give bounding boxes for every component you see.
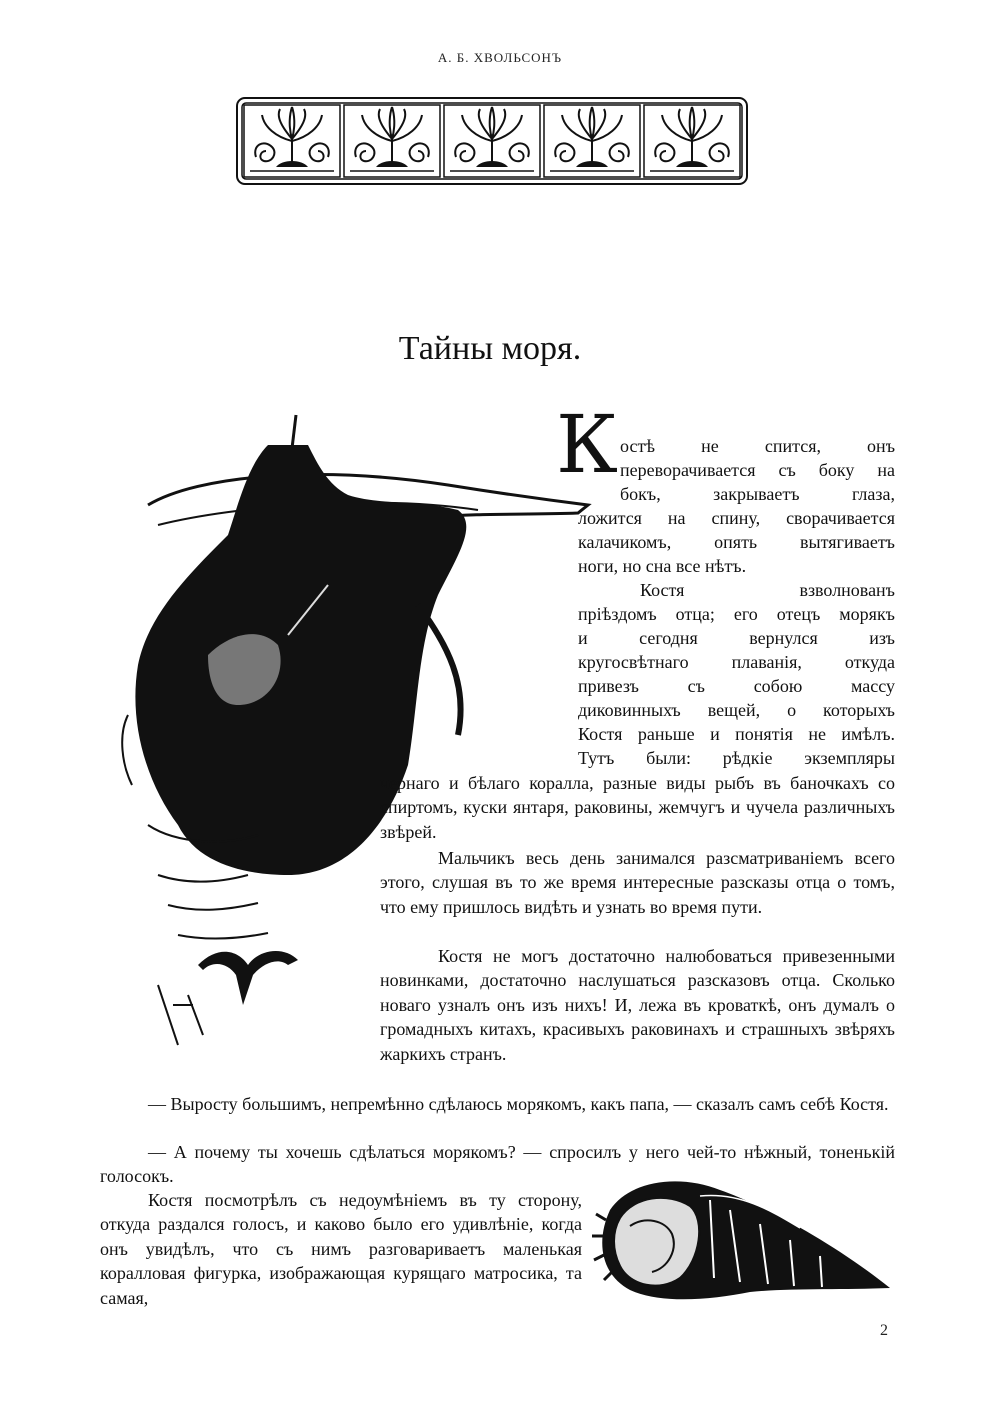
paragraph-3: Мальчикъ весь день занимался разсматриваніемъ всего этого, слушая въ то же время интересные разсказы отца о томъ, что ему пришлось видѣть и узнать во время пути. [380,848,895,917]
text-line: калачикомъ, опять вытягиваетъ [578,532,895,552]
text-line: и сегодня вернулся изъ [578,628,895,648]
paragraph-4: Костя не могъ достаточно налюбоваться привезенными новинками, достаточно наслушаться разсказовъ отца. Сколько новаго узналъ онъ изъ нихъ! И, лежа въ кроваткѣ, онъ думалъ о громадныхъ китахъ, красивыхъ раковинахъ и страшныхъ звѣряхъ жаркихъ странъ. [380,946,895,1064]
text-line: переворачивается съ боку на [620,460,895,480]
text-line: бокъ, закрываетъ глаза, [620,484,895,504]
text-line: диковинныхъ вещей, о которыхъ [578,700,895,720]
paragraph-2-continuation: чернаго и бѣлаго коралла, разные виды рыбъ въ баночкахъ со спиртомъ, куски янтаря, раковины, жемчугъ и чучела различныхъ звѣрей. [380,773,895,842]
text-line: Тутъ были: рѣдкіе экземпляры [578,748,895,768]
text-line: Костя взволнованъ [640,580,895,600]
page-number: 2 [880,1322,888,1339]
text-line: Костя раньше и понятія не имѣлъ. [578,724,895,744]
text-line: ложится на спину, сворачивается [578,508,895,528]
text-line: кругосвѣтнаго плаванія, откуда [578,652,895,672]
paragraph-5: — Выросту большимъ, непремѣнно сдѣлаюсь морякомъ, какъ папа, — сказалъ самъ себѣ Костя. [148,1094,889,1114]
text-line: остѣ не спится, онъ [620,436,895,456]
running-head: А. Б. ХВОЛЬСОНЪ [437,50,563,65]
text-line: привезъ съ собою массу [578,676,895,696]
text-line: ноги, но сна все нѣтъ. [578,556,747,576]
conch-shell-engraving-icon [590,1170,902,1308]
page-title: Тайны моря. [398,330,582,367]
ornament-frieze [236,97,748,185]
palmette-icon [244,105,740,177]
drop-cap: К [556,398,618,491]
paragraph-7: Костя посмотрѣлъ съ недоумѣніемъ въ ту сторону, откуда раздался голосъ, и каково было его удивлѣніе, когда онъ увидѣлъ, что съ нимъ разговариваетъ маленькая коралловая фигурка, изображающая курящаго матросика, та самая, [100,1190,582,1308]
text-line: пріѣздомъ отца; его отецъ морякъ [578,604,895,624]
paragraph-6: — А почему ты хочешь сдѣлаться морякомъ? — спросилъ у него чей-то нѣжный, тоненькій голосокъ. [100,1142,895,1187]
